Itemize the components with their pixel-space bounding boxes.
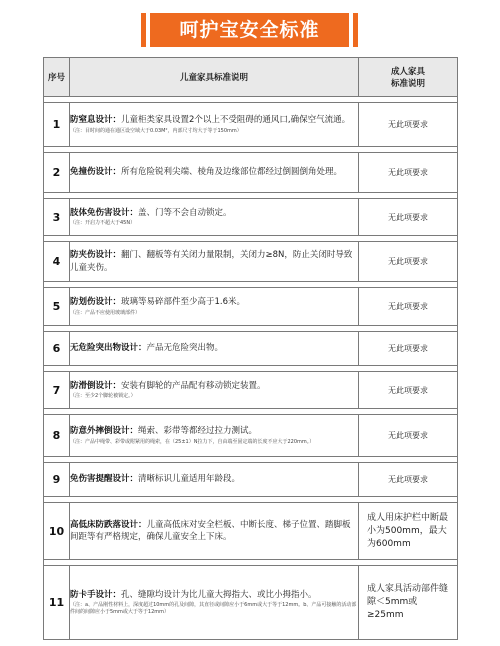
row-text: 绳索、彩带等都经过拉力测试。 — [138, 426, 258, 437]
row-main-text — [70, 249, 358, 274]
row-description — [70, 372, 359, 409]
table-row — [44, 242, 458, 282]
row-text: 清晰标识儿童适用年龄段。 — [138, 474, 241, 485]
row-description — [70, 199, 359, 236]
row-main-text — [70, 519, 358, 544]
table-row — [44, 153, 458, 193]
row-description — [70, 463, 359, 497]
row-adult-standard: 无此项要求 — [359, 199, 458, 236]
row-main-text — [70, 342, 358, 355]
row-text: 产品无危险突出物。 — [146, 343, 224, 354]
row-number: 1 — [44, 103, 70, 147]
row-label: 肢体免伤害设计： — [70, 207, 139, 218]
row-text: 孔、缝隙均设计为比儿童大拇指大、或比小拇指小。 — [121, 589, 317, 600]
row-label: 防意外摔倒设计： — [70, 426, 139, 437]
row-text: 儿童柜类家具设置2个以上不受阻碍的通风口,确保空气流通。 — [121, 115, 351, 126]
row-number: 11 — [44, 566, 70, 640]
row-main-text — [70, 166, 358, 179]
row-adult-standard: 无此项要求 — [359, 242, 458, 282]
row-note: （注：至少2个脚轮被锁定。） — [70, 393, 136, 400]
row-text: 儿童高低床对安全栏板、中断长度、梯子位置、踏脚板间距等有严格规定，确保儿童安全上下床。 — [70, 519, 351, 542]
standards-table — [43, 57, 458, 640]
row-note: （注：开启力不超大于45N） — [70, 220, 136, 227]
header-num: 序号 — [44, 58, 70, 97]
table-row — [44, 103, 458, 147]
table-row — [44, 332, 458, 366]
table-row — [44, 199, 458, 236]
row-adult-standard: 无此项要求 — [359, 153, 458, 193]
row-adult-standard: 成人家具活动部件缝隙＜5mm或≥25mm — [359, 566, 458, 640]
row-adult-standard: 无此项要求 — [359, 103, 458, 147]
row-adult-standard: 无此项要求 — [359, 288, 458, 326]
table-row — [44, 415, 458, 457]
row-main-text — [70, 589, 358, 602]
header-adult-line1: 成人家具 — [390, 67, 425, 77]
row-description — [70, 242, 359, 282]
header-adult — [359, 58, 458, 97]
row-text: 所有危险锐利尖端、棱角及边缘部位都经过倒圆倒角处理。 — [121, 167, 343, 178]
row-text: 翻门、翻板等有关闭力量限制，关闭力≥8N，防止关闭时导致儿童夹伤。 — [70, 250, 353, 273]
table-row — [44, 566, 458, 640]
row-text: 玻璃等易碎部件至少高于1.6米。 — [121, 297, 246, 308]
row-note: （注：a、产品刚性材料上，深度超过10mm的孔及间隙，其直径或间隙应小于6mm或大于等于12mm。b、产品可接触的活动部件间的间隙应小于5mm或大于等于12mm） — [70, 602, 357, 616]
row-adult-standard: 无此项要求 — [359, 332, 458, 366]
row-note: （注：产品不应使用玻璃部件） — [70, 309, 141, 316]
row-description — [70, 415, 359, 457]
table-row — [44, 503, 458, 560]
table-row — [44, 463, 458, 497]
row-adult-standard: 无此项要求 — [359, 415, 458, 457]
row-label: 防滑倒设计： — [70, 380, 122, 391]
row-label: 防夹伤设计： — [70, 250, 122, 260]
table-row — [44, 288, 458, 326]
row-label: 免伤害提醒设计： — [70, 474, 139, 485]
row-main-text — [70, 380, 358, 393]
row-description — [70, 153, 359, 193]
row-main-text — [70, 296, 358, 309]
row-adult-standard: 成人用床护栏中断最小为500mm，最大为600mm — [359, 503, 458, 560]
row-description — [70, 503, 359, 560]
header-kids: 儿童家具标准说明 — [70, 58, 359, 97]
row-number: 9 — [44, 463, 70, 497]
row-description — [70, 103, 359, 147]
row-note: （注：目时间的通在通区设空域大于0.03M²，内部尺寸均大于等于150mm） — [70, 127, 242, 134]
row-label: 防划伤设计： — [70, 297, 122, 308]
row-number: 5 — [44, 288, 70, 326]
row-number: 6 — [44, 332, 70, 366]
row-main-text — [70, 207, 358, 220]
row-label: 免撞伤设计： — [70, 167, 122, 178]
row-main-text — [70, 473, 358, 486]
table-row — [44, 372, 458, 409]
row-main-text — [70, 114, 358, 127]
row-number: 7 — [44, 372, 70, 409]
row-label: 防窒息设计： — [70, 115, 122, 126]
row-number: 3 — [44, 199, 70, 236]
page-title: 呵护宝安全标准 — [150, 13, 349, 47]
row-number: 8 — [44, 415, 70, 457]
header-adult-line2: 标准说明 — [390, 79, 425, 89]
row-text: 盖、门等不会自动锁定。 — [138, 207, 232, 218]
row-adult-standard: 无此项要求 — [359, 372, 458, 409]
row-text: 安装有脚轮的产品配有移动锁定装置。 — [121, 380, 266, 391]
row-description — [70, 566, 359, 640]
row-description — [70, 332, 359, 366]
row-main-text — [70, 425, 358, 438]
row-label: 无危险突出物设计： — [70, 343, 147, 354]
row-number: 10 — [44, 503, 70, 560]
title-banner — [0, 13, 500, 47]
row-adult-standard: 无此项要求 — [359, 463, 458, 497]
row-note: （注：产品中绳带、彩带或附紧用的绳索，在（25±1）N拉力下，自由端至固定端的长度不应大于220mm。） — [70, 438, 315, 445]
row-number: 2 — [44, 153, 70, 193]
row-label: 高低床防跌落设计： — [70, 519, 147, 530]
row-number: 4 — [44, 242, 70, 282]
row-description — [70, 288, 359, 326]
row-label: 防卡手设计： — [70, 589, 122, 600]
